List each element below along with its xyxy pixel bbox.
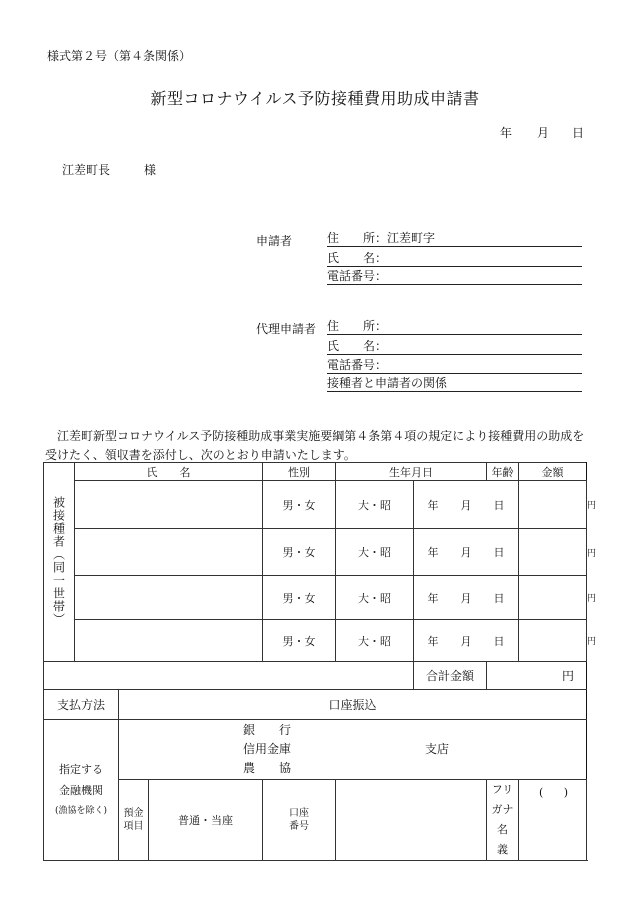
proxy-address-label: 住 所： [327, 319, 388, 333]
era-cell[interactable]: 大・昭 [336, 620, 414, 662]
date-day: 日 [572, 126, 585, 140]
age-cell[interactable] [519, 481, 587, 529]
payment-value: 口座振込 [119, 690, 587, 720]
proxy-address-field[interactable] [327, 318, 582, 335]
header-sex: 性別 [263, 463, 336, 481]
bank-label-line1: 指定する [59, 762, 103, 776]
birthdate-cell[interactable]: 年 月 日 [414, 576, 519, 620]
bank-name-cell[interactable] [119, 720, 587, 780]
birthdate-cell[interactable]: 年 月 日 [414, 620, 519, 662]
application-table [43, 462, 597, 861]
form-number: 様式第２号（第４条関係） [47, 49, 192, 63]
account-row [44, 780, 587, 861]
proxy-phone-label: 電話番号： [327, 358, 388, 372]
meigi-label-cell [487, 780, 519, 861]
branch-label: 支店 [425, 742, 450, 756]
recipient-name-cell[interactable] [75, 481, 263, 529]
page-title: 新型コロナウイルス予防接種費用助成申請書 [150, 89, 480, 108]
total-row [44, 662, 587, 690]
paren-open: ( [539, 786, 544, 799]
table-row: 男・女 大・昭 年 月 日 円 [44, 481, 587, 529]
total-blank [44, 662, 414, 690]
furigana-label: フリガナ [491, 783, 514, 816]
age-cell[interactable] [519, 529, 587, 576]
bank-type-agri: 農 協 [242, 761, 291, 775]
header-name: 氏 名 [75, 463, 263, 481]
recipient-side-label: 被接種者（同一世帯） [44, 463, 75, 662]
payment-label: 支払方法 [44, 690, 119, 720]
bank-label-note: (漁協を除く) [54, 805, 108, 816]
sex-cell[interactable]: 男・女 [263, 620, 336, 662]
date-year: 年 [500, 126, 513, 140]
proxy-name-field[interactable] [327, 338, 582, 355]
sex-cell[interactable]: 男・女 [263, 576, 336, 620]
header-age: 年齢 [487, 463, 519, 481]
header-amount: 金額 [519, 463, 587, 481]
recipient-name-cell[interactable] [75, 620, 263, 662]
addressee: 江差町長 様 [62, 163, 157, 177]
era-cell[interactable]: 大・昭 [336, 576, 414, 620]
proxy-relation-field[interactable] [327, 375, 582, 392]
deposit-type[interactable]: 普通・当座 [149, 780, 263, 861]
date-month: 月 [537, 126, 550, 140]
sex-cell[interactable]: 男・女 [263, 481, 336, 529]
age-cell[interactable] [519, 620, 587, 662]
total-amount-cell[interactable]: 円 [487, 662, 587, 690]
bank-type-credit: 信用金庫 [242, 742, 291, 756]
paren-close: ) [563, 786, 568, 799]
proxy-relation-label: 接種者と申請者の関係 [327, 376, 448, 390]
birthdate-cell[interactable]: 年 月 日 [414, 529, 519, 576]
applicant-name-field[interactable] [327, 250, 582, 267]
applicant-address-value: 江差町字 [387, 231, 436, 245]
proxy-phone-field[interactable] [327, 357, 582, 374]
applicant-address-label: 住 所： [327, 231, 388, 245]
applicant-phone-field[interactable] [327, 268, 582, 285]
era-cell[interactable]: 大・昭 [336, 529, 414, 576]
payment-row [44, 690, 587, 720]
deposit-item-label: 預金 項目 [119, 780, 149, 861]
table-header-row [44, 463, 587, 481]
applicant-heading: 申請者 [256, 234, 293, 248]
header-birthdate: 生年月日 [336, 463, 487, 481]
table-row: 男・女 大・昭 年 月 日 円 [44, 529, 587, 576]
applicant-name-label: 氏 名： [327, 251, 388, 265]
account-holder-cell[interactable] [519, 780, 587, 861]
meigi-label: 名 義 [497, 823, 519, 856]
bank-section-label [44, 720, 119, 861]
bank-type-bank: 銀 行 [242, 723, 291, 737]
applicant-phone-label: 電話番号： [327, 269, 388, 283]
total-label: 合計金額 [414, 662, 487, 690]
intro-paragraph: 江差町新型コロナウイルス予防接種助成事業実施要綱第４条第４項の規定により接種費用の助成を受けたく、領収書を添付し、次のとおり申請いたします。 [45, 429, 585, 462]
table-row: 男・女 大・昭 年 月 日 円 [44, 576, 587, 620]
account-number-label: 口座 番号 [263, 780, 336, 861]
proxy-name-label: 氏 名： [327, 339, 388, 353]
sex-cell[interactable]: 男・女 [263, 529, 336, 576]
recipient-name-cell[interactable] [75, 529, 263, 576]
applicant-address-field[interactable] [327, 230, 582, 247]
birthdate-cell[interactable]: 年 月 日 [414, 481, 519, 529]
era-cell[interactable]: 大・昭 [336, 481, 414, 529]
recipient-name-cell[interactable] [75, 576, 263, 620]
bank-label-line2: 金融機関 [59, 783, 103, 797]
bank-name-row [44, 720, 587, 780]
age-cell[interactable] [519, 576, 587, 620]
proxy-heading: 代理申請者 [256, 322, 317, 336]
table-row: 男・女 大・昭 年 月 日 円 [44, 620, 587, 662]
account-number-cell[interactable] [336, 780, 487, 861]
